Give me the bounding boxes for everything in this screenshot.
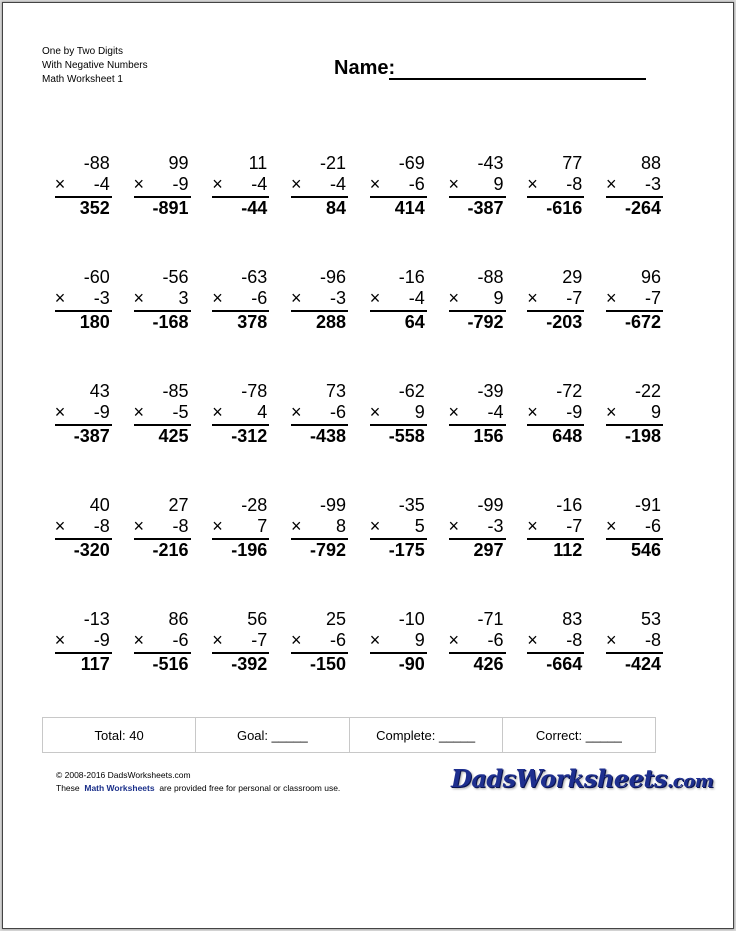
problem-top-number: 40 <box>89 495 110 515</box>
problem-answer: -150 <box>309 654 346 674</box>
problem-multiplier-line <box>449 174 506 198</box>
problem-top-number: 53 <box>640 609 661 629</box>
problem-multiplier: 9 <box>493 288 504 308</box>
problem-multiplier: -7 <box>566 516 583 536</box>
problem <box>269 267 348 381</box>
problem-answer: 426 <box>473 654 504 674</box>
footer-usage-text <box>56 782 340 795</box>
problem <box>506 267 585 381</box>
multiply-sign: × <box>212 630 223 650</box>
problem <box>191 495 270 609</box>
problem-answer: 378 <box>237 312 268 332</box>
problem-top-number: -99 <box>319 495 346 515</box>
problem-multiplier: -4 <box>487 402 504 422</box>
multiply-sign: × <box>133 288 145 308</box>
problem-multiplier: -8 <box>644 630 661 650</box>
problem <box>112 495 191 609</box>
multiply-sign: × <box>448 288 460 308</box>
problem-multiplier-line <box>212 402 269 426</box>
problem <box>427 609 506 723</box>
problem-answer: 425 <box>158 426 189 446</box>
problem-multiplier-line <box>134 630 191 654</box>
problem-top-number: 25 <box>325 609 346 629</box>
problem-top-number: -72 <box>556 381 583 401</box>
problem-multiplier: 3 <box>178 288 189 308</box>
problem-top-number: -85 <box>162 381 189 401</box>
problem-answer: 414 <box>394 198 425 218</box>
problem-multiplier-line <box>449 402 506 426</box>
multiply-sign: × <box>527 288 538 308</box>
problem <box>348 381 427 495</box>
problem-answer: 546 <box>630 540 661 560</box>
problem <box>33 381 112 495</box>
problem <box>348 153 427 267</box>
multiply-sign: × <box>369 516 381 536</box>
problem-multiplier: -5 <box>172 402 189 422</box>
problem-top-number: -78 <box>241 381 268 401</box>
problem-grid <box>33 153 663 723</box>
multiply-sign: × <box>369 402 381 422</box>
score-correct: Correct: _____ <box>535 727 622 743</box>
problem-multiplier-line <box>212 630 269 654</box>
problem-multiplier: -3 <box>93 288 110 308</box>
problem-multiplier: -6 <box>487 630 504 650</box>
problem-top-number: 73 <box>325 381 346 401</box>
multiply-sign: × <box>448 402 460 422</box>
name-blank-line[interactable] <box>389 78 646 80</box>
multiply-sign: × <box>212 288 223 308</box>
problem-top-number: -96 <box>319 267 346 287</box>
header-line-3: Math Worksheet 1 <box>42 74 123 85</box>
problem-top-number: -21 <box>319 153 346 173</box>
problem-multiplier-line <box>449 516 506 540</box>
problem-multiplier-line <box>370 402 427 426</box>
multiply-sign: × <box>527 174 538 194</box>
problem-multiplier-line <box>134 288 191 312</box>
multiply-sign: × <box>527 516 538 536</box>
problem-multiplier-line <box>291 516 348 540</box>
problem <box>269 381 348 495</box>
problem-top-number: -16 <box>556 495 583 515</box>
problem-multiplier: -8 <box>93 516 110 536</box>
problem-answer: -792 <box>467 312 504 332</box>
problem <box>427 495 506 609</box>
multiply-sign: × <box>448 630 460 650</box>
problem-multiplier-line <box>55 516 112 540</box>
problem-top-number: 56 <box>247 609 268 629</box>
multiply-sign: × <box>54 402 66 422</box>
problem-multiplier: 4 <box>257 402 268 422</box>
problem-top-number: 88 <box>640 153 661 173</box>
problem <box>348 495 427 609</box>
problem-top-number: -43 <box>477 153 504 173</box>
problem-top-number: -10 <box>398 609 425 629</box>
problem-answer: -175 <box>388 540 425 560</box>
problem-multiplier-line <box>134 174 191 198</box>
problem-multiplier-line <box>55 288 112 312</box>
problem-answer: -216 <box>152 540 189 560</box>
problem-multiplier-line <box>527 288 584 312</box>
problem-multiplier: -7 <box>566 288 583 308</box>
problem <box>506 381 585 495</box>
problem-row <box>33 153 663 267</box>
multiply-sign: × <box>133 402 145 422</box>
problem-answer: -90 <box>398 654 425 674</box>
problem-multiplier-line <box>606 174 663 198</box>
score-total: Total: 40 <box>43 718 196 752</box>
multiply-sign: × <box>54 516 66 536</box>
problem-row <box>33 381 663 495</box>
problem-multiplier-line <box>606 630 663 654</box>
problem-answer: -516 <box>152 654 189 674</box>
problem-multiplier: -4 <box>93 174 110 194</box>
problem-row <box>33 267 663 381</box>
multiply-sign: × <box>212 516 223 536</box>
problem-top-number: -63 <box>241 267 268 287</box>
problem-multiplier-line <box>55 402 112 426</box>
problem-multiplier: -4 <box>329 174 346 194</box>
problem-answer: -312 <box>231 426 268 446</box>
problem-answer: -891 <box>152 198 189 218</box>
multiply-sign: × <box>369 288 381 308</box>
problem <box>427 267 506 381</box>
problem-multiplier: -9 <box>93 402 110 422</box>
problem <box>33 495 112 609</box>
problem-answer: 156 <box>473 426 504 446</box>
problem-multiplier-line <box>527 402 584 426</box>
multiply-sign: × <box>606 516 617 536</box>
problem-multiplier-line <box>55 630 112 654</box>
problem <box>506 153 585 267</box>
problem-top-number: -60 <box>83 267 110 287</box>
problem-top-number: 83 <box>562 609 583 629</box>
multiply-sign: × <box>527 630 538 650</box>
problem-answer: -387 <box>467 198 504 218</box>
multiply-sign: × <box>54 288 66 308</box>
problem-answer: 117 <box>80 654 110 674</box>
problem-multiplier: -6 <box>644 516 661 536</box>
problem <box>191 381 270 495</box>
problem-multiplier: -3 <box>644 174 661 194</box>
problem-multiplier-line <box>291 174 348 198</box>
problem-answer: -168 <box>152 312 189 332</box>
problem-answer: 84 <box>325 198 346 218</box>
problem-multiplier-line <box>606 288 663 312</box>
problem <box>427 381 506 495</box>
problem-multiplier: -6 <box>172 630 189 650</box>
score-complete: Complete: _____ <box>350 718 503 752</box>
multiply-sign: × <box>369 174 381 194</box>
problem-multiplier: -9 <box>566 402 583 422</box>
worksheet-header <box>42 45 148 87</box>
problem <box>112 267 191 381</box>
name-label: Name: <box>334 57 396 79</box>
problem-answer: -320 <box>73 540 110 560</box>
problem-multiplier-line <box>212 174 269 198</box>
multiply-sign: × <box>133 174 145 194</box>
problem-multiplier: -4 <box>408 288 425 308</box>
problem-multiplier: 9 <box>650 402 661 422</box>
problem-top-number: -88 <box>477 267 504 287</box>
multiply-sign: × <box>291 516 302 536</box>
multiply-sign: × <box>133 630 145 650</box>
problem-answer: -438 <box>309 426 346 446</box>
problem-answer: 288 <box>315 312 346 332</box>
problem-top-number: -56 <box>162 267 189 287</box>
problem-multiplier-line <box>606 516 663 540</box>
problem-multiplier-line <box>370 630 427 654</box>
problem <box>584 609 663 723</box>
problem <box>112 381 191 495</box>
problem-top-number: -28 <box>241 495 268 515</box>
problem <box>33 153 112 267</box>
problem <box>191 267 270 381</box>
problem-answer: -387 <box>73 426 110 446</box>
score-goal: Goal: _____ <box>196 718 349 752</box>
problem-multiplier-line <box>370 174 427 198</box>
problem <box>191 153 270 267</box>
problem-multiplier-line <box>449 288 506 312</box>
problem <box>191 609 270 723</box>
problem-top-number: -88 <box>83 153 110 173</box>
problem-top-number: -91 <box>634 495 661 515</box>
problem-top-number: -71 <box>477 609 504 629</box>
problem-answer: -196 <box>231 540 268 560</box>
problem-multiplier-line <box>449 630 506 654</box>
problem-multiplier-line <box>212 288 269 312</box>
worksheet-page <box>2 2 734 929</box>
problem-multiplier-line <box>291 630 348 654</box>
problem-multiplier-line <box>291 288 348 312</box>
problem-row <box>33 609 663 723</box>
multiply-sign: × <box>448 174 460 194</box>
problem-multiplier-line <box>527 174 584 198</box>
multiply-sign: × <box>291 288 302 308</box>
problem <box>506 609 585 723</box>
problem-multiplier: -3 <box>329 288 346 308</box>
problem-top-number: 99 <box>168 153 189 173</box>
problem <box>112 153 191 267</box>
header-line-1: One by Two Digits <box>42 46 123 57</box>
problem-answer: 180 <box>79 312 110 332</box>
problem <box>348 267 427 381</box>
problem <box>348 609 427 723</box>
problem-top-number: -22 <box>634 381 661 401</box>
problem <box>506 495 585 609</box>
problem-top-number: 96 <box>640 267 661 287</box>
multiply-sign: × <box>54 630 66 650</box>
footer-pre: These <box>56 783 80 793</box>
footer <box>56 769 340 795</box>
problem-top-number: -62 <box>398 381 425 401</box>
problem-answer: 112 <box>553 540 583 560</box>
problem-top-number: -16 <box>398 267 425 287</box>
dadsworksheets-logo[interactable] <box>451 764 713 793</box>
problem-multiplier-line <box>370 516 427 540</box>
problem-multiplier: -6 <box>329 402 346 422</box>
problem-multiplier: 7 <box>257 516 268 536</box>
problem <box>584 381 663 495</box>
problem-multiplier: -6 <box>329 630 346 650</box>
problem-top-number: -99 <box>477 495 504 515</box>
multiply-sign: × <box>606 288 617 308</box>
problem-multiplier: -6 <box>251 288 268 308</box>
problem-top-number: -13 <box>83 609 110 629</box>
problem-answer: -616 <box>546 198 583 218</box>
problem-multiplier-line <box>55 174 112 198</box>
problem-multiplier-line <box>134 516 191 540</box>
problem-multiplier-line <box>370 288 427 312</box>
multiply-sign: × <box>606 630 617 650</box>
score-bar <box>42 717 656 753</box>
problem-multiplier: -9 <box>172 174 189 194</box>
problem-multiplier: 9 <box>493 174 504 194</box>
problem-multiplier: -4 <box>251 174 268 194</box>
logo-text: DadsWorksheets <box>451 764 668 793</box>
problem-answer: 297 <box>473 540 504 560</box>
multiply-sign: × <box>606 402 617 422</box>
problem-answer: -203 <box>546 312 583 332</box>
multiply-sign: × <box>369 630 381 650</box>
problem-top-number: 29 <box>562 267 583 287</box>
problem-multiplier: 9 <box>414 630 425 650</box>
multiply-sign: × <box>54 174 66 194</box>
problem-multiplier: -8 <box>566 174 583 194</box>
problem <box>584 153 663 267</box>
problem-top-number: 43 <box>89 381 110 401</box>
footer-post: are provided free for personal or classroom use. <box>159 783 341 793</box>
header-line-2: With Negative Numbers <box>42 60 148 71</box>
problem-multiplier-line <box>291 402 348 426</box>
problem-top-number: 77 <box>562 153 583 173</box>
problem-answer: -664 <box>546 654 583 674</box>
problem-multiplier-line <box>212 516 269 540</box>
problem-answer: -44 <box>241 198 268 218</box>
multiply-sign: × <box>448 516 460 536</box>
problem-top-number: 11 <box>248 153 268 173</box>
problem-top-number: -69 <box>398 153 425 173</box>
problem-top-number: 27 <box>168 495 189 515</box>
problem-multiplier-line <box>134 402 191 426</box>
problem-answer: -672 <box>624 312 661 332</box>
problem <box>269 153 348 267</box>
problem-multiplier: -9 <box>93 630 110 650</box>
problem-multiplier: 8 <box>335 516 346 536</box>
copyright-text: © 2008-2016 DadsWorksheets.com <box>56 770 191 780</box>
problem-multiplier-line <box>527 516 584 540</box>
problem-answer: 64 <box>404 312 425 332</box>
problem-answer: -424 <box>624 654 661 674</box>
problem-multiplier: -8 <box>172 516 189 536</box>
problem-top-number: -39 <box>477 381 504 401</box>
multiply-sign: × <box>291 630 302 650</box>
problem <box>269 609 348 723</box>
logo-domain: .com <box>667 771 714 792</box>
problem-answer: -558 <box>388 426 425 446</box>
problem-multiplier-line <box>606 402 663 426</box>
problem-multiplier: -3 <box>487 516 504 536</box>
multiply-sign: × <box>133 516 145 536</box>
problem-multiplier: -6 <box>408 174 425 194</box>
problem-multiplier: -7 <box>644 288 661 308</box>
problem-answer: -264 <box>624 198 661 218</box>
problem <box>584 267 663 381</box>
problem-answer: -198 <box>624 426 661 446</box>
problem-multiplier: 9 <box>414 402 425 422</box>
multiply-sign: × <box>212 402 223 422</box>
multiply-sign: × <box>291 402 302 422</box>
problem-multiplier: 5 <box>414 516 425 536</box>
multiply-sign: × <box>527 402 538 422</box>
problem-answer: -392 <box>231 654 268 674</box>
problem <box>584 495 663 609</box>
problem <box>33 609 112 723</box>
problem-multiplier-line <box>527 630 584 654</box>
problem <box>112 609 191 723</box>
multiply-sign: × <box>212 174 223 194</box>
multiply-sign: × <box>291 174 302 194</box>
problem-multiplier: -7 <box>251 630 268 650</box>
problem <box>33 267 112 381</box>
problem <box>427 153 506 267</box>
problem-top-number: 86 <box>168 609 189 629</box>
problem-row <box>33 495 663 609</box>
problem-multiplier: -8 <box>566 630 583 650</box>
problem-answer: -792 <box>309 540 346 560</box>
problem-answer: 352 <box>79 198 110 218</box>
math-worksheets-link[interactable]: Math Worksheets <box>84 783 155 793</box>
problem-answer: 648 <box>552 426 583 446</box>
problem <box>269 495 348 609</box>
multiply-sign: × <box>606 174 617 194</box>
problem-top-number: -35 <box>398 495 425 515</box>
